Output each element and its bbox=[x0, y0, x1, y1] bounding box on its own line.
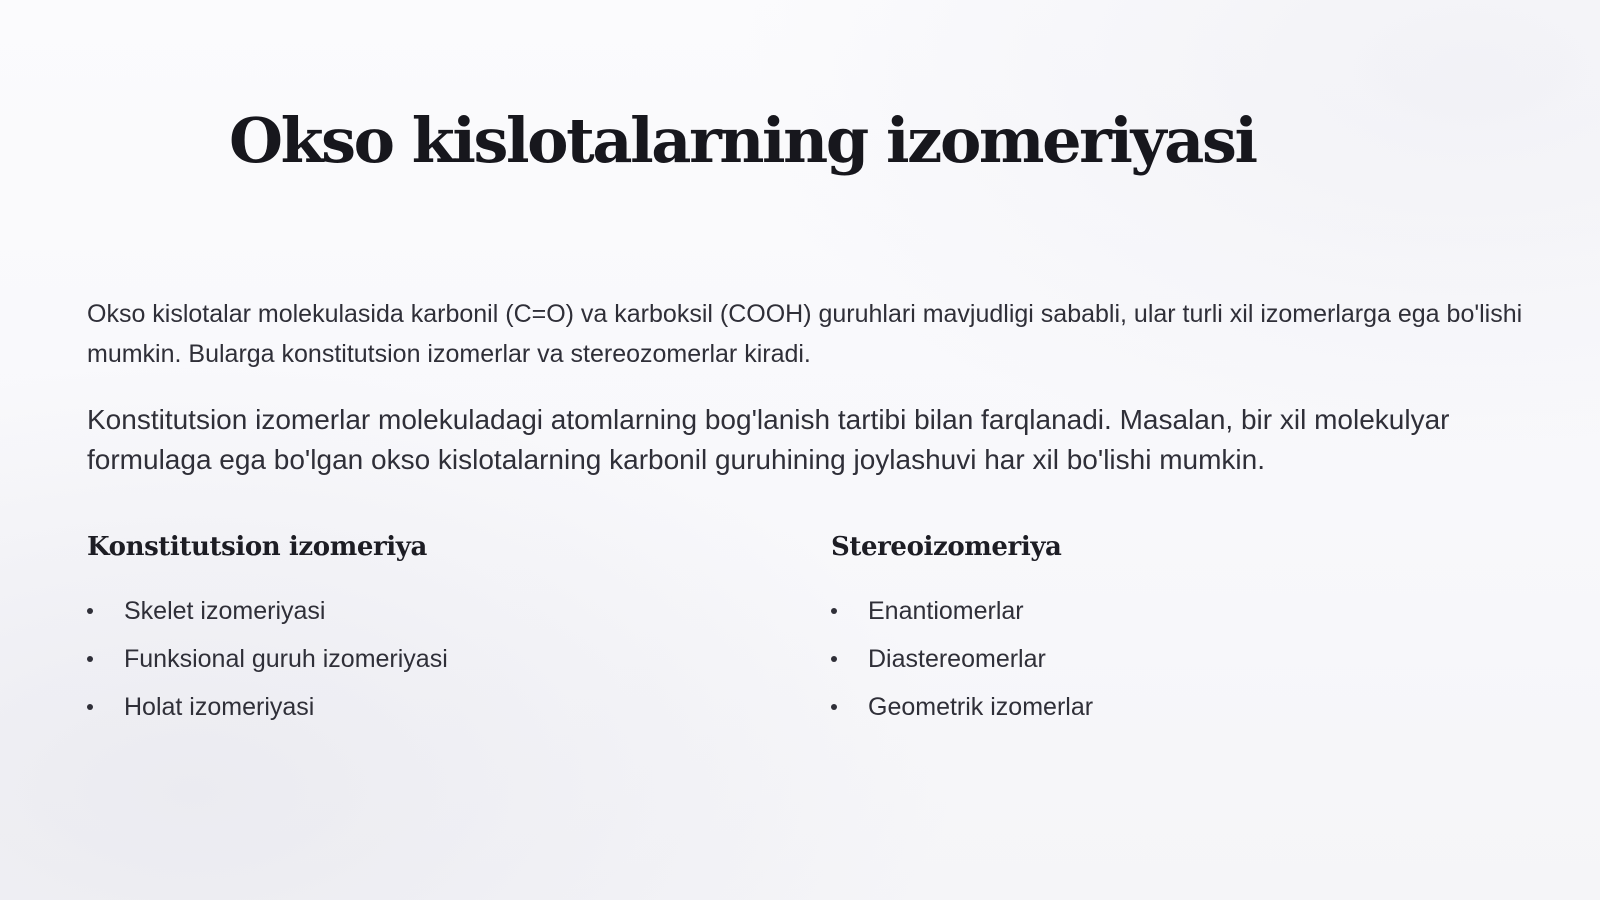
bullet-dot-icon bbox=[87, 656, 93, 662]
constitutional-isomerism-column bbox=[87, 530, 767, 738]
constitutional-isomers-paragraph: Konstitutsion izomerlar molekuladagi atomlarning bog'lanish tartibi bilan farqlanadi. Masalan, bir xil molekulyar formulaga ega bo'lgan okso kislotalarning karbonil guruhining joylashuvi har xil bo'lishi mumkin. bbox=[87, 404, 1450, 475]
bullet-dot-icon bbox=[831, 704, 837, 710]
intro-paragraph: Okso kislotalar molekulasida karbonil (C=O) va karboksil (COOH) guruhlari mavjudligi sababli, ular turli xil izomerlarga ega bo'lishi mumkin. Bularga konstitutsion izomerlar va stereozomerlar kiradi. bbox=[87, 300, 1523, 368]
bullet-text: Skelet izomeriyasi bbox=[124, 597, 326, 625]
slide-title: Okso kislotalarning izomeriyasi bbox=[229, 104, 1256, 177]
bullet-text: Diastereomerlar bbox=[868, 645, 1046, 673]
bullet-dot-icon bbox=[831, 608, 837, 614]
stereoisomerism-column bbox=[831, 530, 1511, 738]
column-heading: Konstitutsion izomeriya bbox=[87, 532, 427, 562]
bullet-item bbox=[87, 594, 767, 642]
bullet-item bbox=[831, 642, 1511, 690]
bullet-list bbox=[831, 594, 1511, 738]
bullet-dot-icon bbox=[87, 704, 93, 710]
bullet-text: Enantiomerlar bbox=[868, 597, 1024, 625]
bullet-dot-icon bbox=[831, 656, 837, 662]
bullet-item bbox=[87, 642, 767, 690]
bullet-list bbox=[87, 594, 767, 738]
bullet-text: Funksional guruh izomeriyasi bbox=[124, 645, 448, 673]
bullet-item bbox=[87, 690, 767, 738]
bullet-dot-icon bbox=[87, 608, 93, 614]
bullet-item bbox=[831, 690, 1511, 738]
column-heading: Stereoizomeriya bbox=[831, 532, 1062, 562]
bullet-item bbox=[831, 594, 1511, 642]
bullet-text: Geometrik izomerlar bbox=[868, 693, 1094, 721]
bullet-text: Holat izomeriyasi bbox=[124, 693, 315, 721]
